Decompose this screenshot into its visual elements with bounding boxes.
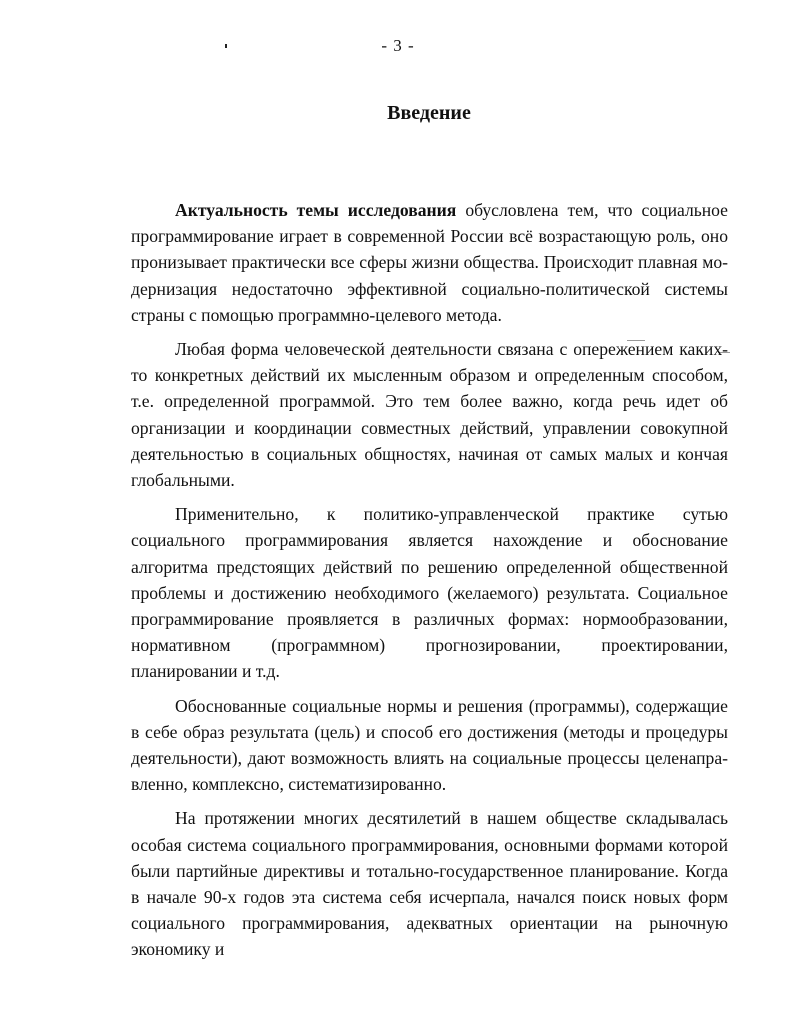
paragraph-text: обусловлена тем, что социальное программирование играет в современной России всё возрастающую роль, оно пронизывает практически все сферы жизни общества. Происходит плавная модернизация недостаточно эффективной социально-политической системы страны с помощью программно-целевого метода. bbox=[131, 200, 728, 325]
section-title: Введение bbox=[387, 102, 471, 124]
paragraph: Любая форма человеческой деятельности связана с опережением каких-то конкретных действий их мысленным образом и определенным способом, т.е. определенной программой. Это тем более важно, когда речь идет об организации и координации совместных действий, управлении совокупной деятельностью в социальных общностях, начиная от самых малых и кончая глобальными. bbox=[131, 339, 728, 491]
paragraph bbox=[131, 197, 728, 328]
paragraph: Применительно, к политико-управленческой практике сутью социального программирования является нахождение и обоснование алгоритма предстоящих действий по решению определенной общественной проблемы и достижению необходимого (желаемого) результата. Социальное программирование проявляется в различных формах: нормообразовании, нормативном (программном) прогнозировании, проектировании, планировании и т.д. bbox=[131, 504, 728, 682]
page-number: - 3 - bbox=[381, 36, 415, 55]
paragraph: Обоснованные социальные нормы и решения (программы), содержащие в себе образ результата (цель) и способ его достижения (методы и процедуры деятельности), дают возможность влиять на социальные процессы целенаправленно, комплексно, систематизированно. bbox=[131, 695, 728, 795]
paragraph-lead: Актуальность темы исследования bbox=[175, 200, 457, 220]
body-text bbox=[131, 197, 728, 971]
paragraph: На протяжении многих десятилетий в нашем обществе складывалась особая система социального программирования, основными формами которой были партийные директивы и тотально-государственное планирование. Когда в начале 90-х годов эта система себя исчерпала, начался поиск новых форм социального программирования, адекватных ориентации на рыночную экономику и bbox=[131, 808, 728, 960]
